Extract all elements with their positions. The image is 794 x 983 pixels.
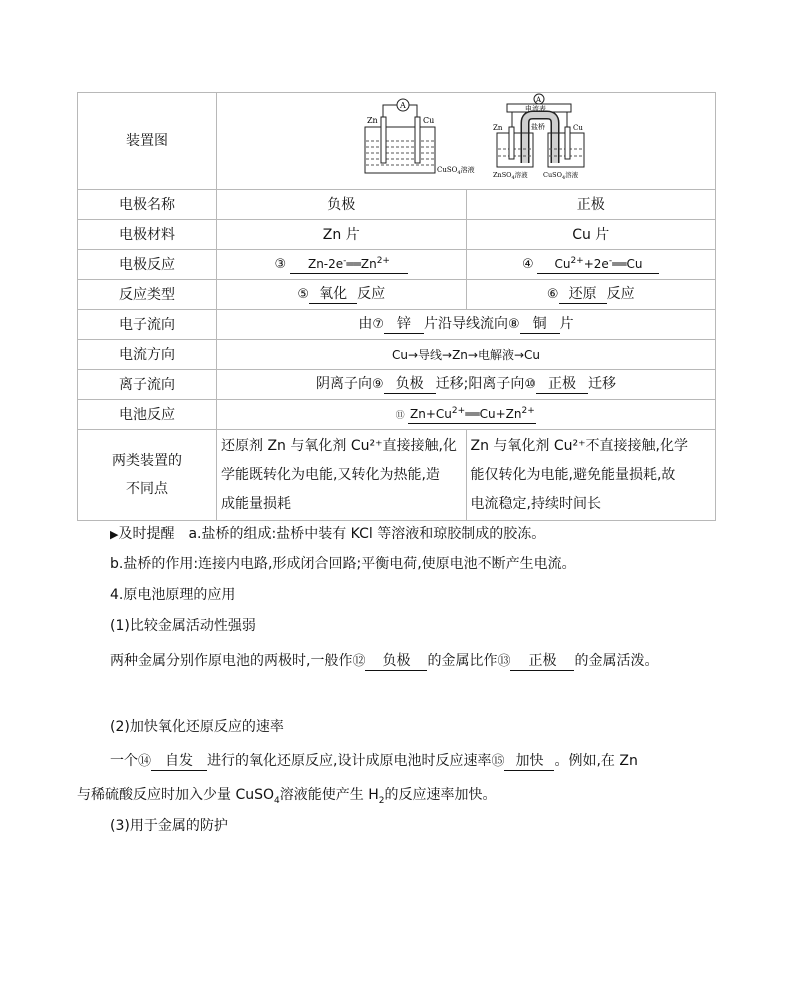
apparatus-svg <box>217 93 717 183</box>
subsection-3-heading: (3)用于金属的防护 <box>110 818 228 834</box>
label-apparatus: 装置图 <box>78 93 217 190</box>
row-cell-reaction <box>78 400 716 430</box>
svg-text:A: A <box>536 96 542 104</box>
cu-label-2: Cu <box>573 124 583 132</box>
subsection-1-heading: (1)比较金属活动性强弱 <box>110 618 256 634</box>
negative-reaction-type: ⑤ 氧化 反应 <box>217 280 467 310</box>
current-direction-value: Cu→导线→Zn→电解液→Cu <box>217 340 716 370</box>
simple-cell-diagram <box>365 99 475 176</box>
znso4-label: ZnSO$_4$溶液 <box>493 171 528 181</box>
ammeter-letter: A <box>400 101 406 110</box>
positive-electrode-name: 正极 <box>466 190 716 220</box>
row-ion-flow <box>78 370 716 400</box>
section-4-heading: 4.原电池原理的应用 <box>110 587 236 603</box>
label-difference: 两类装置的 不同点 <box>78 430 217 521</box>
label-current-direction: 电流方向 <box>78 340 217 370</box>
label-cell-reaction: 电池反应 <box>78 400 217 430</box>
reminder-a: ▶及时提醒 a.盐桥的组成:盐桥中装有 KCl 等溶液和琼胶制成的胶冻。 <box>110 526 546 542</box>
salt-bridge-label: 盐桥 <box>531 123 545 131</box>
label-electrode-reaction: 电极反应 <box>78 250 217 280</box>
row-apparatus <box>78 93 716 190</box>
label-ion-flow: 离子流向 <box>78 370 217 400</box>
difference-salt-bridge-cell: Zn 与氧化剂 Cu²⁺不直接接触,化学 能仅转化为电能,避免能量损耗,故 电流稳定,持续时间长 <box>466 430 716 521</box>
zn-label: Zn <box>367 116 378 125</box>
zn-electrode <box>381 117 386 163</box>
row-difference <box>78 430 716 521</box>
row-electrode-material <box>78 220 716 250</box>
solution-hatch <box>366 141 434 165</box>
zn-label-2: Zn <box>493 124 503 132</box>
row-current-direction <box>78 340 716 370</box>
salt-bridge-diagram <box>493 94 584 181</box>
comparison-table <box>77 92 716 521</box>
ammeter-label: 电流表 <box>525 105 546 113</box>
subsection-2-heading: (2)加快氧化还原反应的速率 <box>110 719 284 735</box>
difference-simple-cell: 还原剂 Zn 与氧化剂 Cu²⁺直接接触,化 学能既转化为电能,又转化为热能,造 成能量损耗 <box>217 430 467 521</box>
reminder-b: b.盐桥的作用:连接内电路,形成闭合回路;平衡电荷,使原电池不断产生电流。 <box>110 556 576 572</box>
row-electrode-name <box>78 190 716 220</box>
cell-reaction-value: ⑪ $Zn+Cu^{2+}══Cu+Zn^{2+}$ <box>217 400 716 430</box>
subsection-2-text-line2: 与稀硫酸反应时加入少量 CuSO$_4$溶液能使产生 $H_2$的反应速率加快。 <box>77 787 497 806</box>
label-electrode-material: 电极材料 <box>78 220 217 250</box>
negative-electrode-name: 负极 <box>217 190 467 220</box>
cu-electrode <box>415 117 420 163</box>
positive-reaction-type: ⑥ 还原 反应 <box>466 280 716 310</box>
apparatus-diagrams <box>217 93 716 190</box>
positive-electrode-reaction: ④ $Cu^{2+}+2e^-══Cu$ <box>466 250 716 280</box>
row-electron-flow <box>78 310 716 340</box>
negative-electrode-material: Zn 片 <box>217 220 467 250</box>
label-electrode-name: 电极名称 <box>78 190 217 220</box>
row-reaction-type <box>78 280 716 310</box>
cuso4-label-2: CuSO$_4$溶液 <box>543 171 579 181</box>
cuso4-label: CuSO$_4$溶液 <box>437 166 475 176</box>
label-electron-flow: 电子流向 <box>78 310 217 340</box>
positive-electrode-material: Cu 片 <box>466 220 716 250</box>
subsection-2-text-line1: 一个⑭ 自发 进行的氧化还原反应,设计成原电池时反应速率⑮ 加快 。例如,在 Zn <box>110 753 638 769</box>
electron-flow-value: 由⑦ 锌 片沿导线流向⑧ 铜 片 <box>217 310 716 340</box>
row-electrode-reaction <box>78 250 716 280</box>
label-reaction-type: 反应类型 <box>78 280 217 310</box>
subsection-1-text: 两种金属分别作原电池的两极时,一般作⑫ 负极 的金属比作⑬ 正极 的金属活泼。 <box>110 653 659 669</box>
negative-electrode-reaction: ③ $Zn-2e^-══Zn^{2+}$ <box>217 250 467 280</box>
cu-label: Cu <box>423 116 435 125</box>
ion-flow-value: 阴离子向⑨ 负极 迁移;阳离子向⑩ 正极 迁移 <box>217 370 716 400</box>
